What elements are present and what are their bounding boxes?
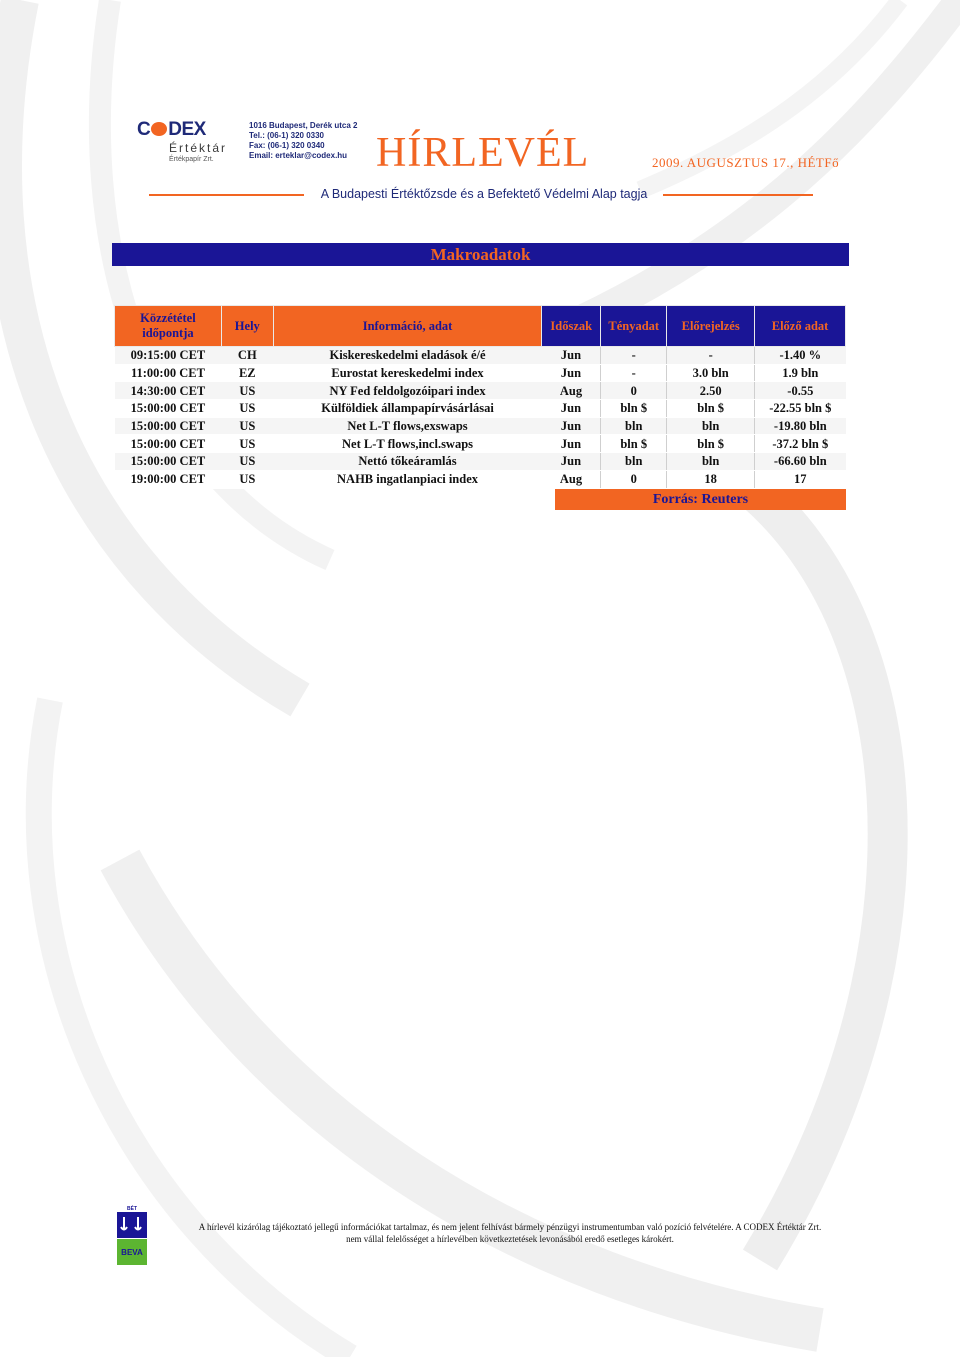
header-period: Időszak (542, 306, 601, 347)
logo-top-text: BÉT (127, 1206, 137, 1212)
cell-actual: 0 (601, 470, 667, 488)
cell-information: Net L-T flows,exswaps (273, 417, 542, 435)
address-line: 1016 Budapest, Derék utca 2 (249, 121, 358, 130)
cell-period: Jun (542, 417, 601, 435)
disclaimer-line-1: A hírlevél kizárólag tájékoztató jellegű információkat tartalmaz, és nem jelent felhívást bármely pénzügyi instrumentumban való pozíció felvételére. A CODEX Értéktár Zrt. (198, 1222, 822, 1232)
phone-line: Tel.: (06-1) 320 0330 (249, 131, 325, 140)
cell-actual: bln (601, 453, 667, 471)
codex-wordmark: C DEX (137, 119, 206, 140)
cell-information: Eurostat kereskedelmi index (273, 364, 542, 382)
disclaimer (170, 1221, 850, 1245)
cell-information: Kiskereskedelmi eladások é/é (273, 347, 542, 365)
header-previous: Előző adat (755, 306, 846, 347)
cell-time: 15:00:00 CET (115, 435, 222, 453)
cell-previous: -66.60 bln (755, 453, 846, 471)
header-actual: Tényadat (601, 306, 667, 347)
cell-information: Net L-T flows,incl.swaps (273, 435, 542, 453)
cell-forecast: bln (667, 453, 755, 471)
cell-actual: - (601, 347, 667, 365)
table-header-row (115, 306, 846, 347)
cell-location: US (221, 470, 273, 488)
cell-information: Nettó tőkeáramlás (273, 453, 542, 471)
issue-date: 2009. AUGUSZTUS 17., HÉTFő (652, 155, 840, 170)
logo-subtitle-small: Értékpapír Zrt. (169, 156, 214, 163)
cell-actual: bln $ (601, 400, 667, 418)
cell-forecast: bln (667, 417, 755, 435)
cell-period: Jun (542, 453, 601, 471)
header-location: Hely (221, 306, 273, 347)
fax-line: Fax: (06-1) 320 0340 (249, 141, 325, 150)
macro-data-table (114, 305, 846, 489)
section-title: Makroadatok (430, 245, 531, 264)
cell-location: US (221, 453, 273, 471)
cell-forecast: bln $ (667, 400, 755, 418)
cell-forecast: 2.50 (667, 382, 755, 400)
cell-previous: -37.2 bln $ (755, 435, 846, 453)
cell-previous: -1.40 % (755, 347, 846, 365)
source-label (555, 489, 846, 510)
logo-bottom-text: BEVA (121, 1248, 143, 1257)
bet-beva-logo (115, 1205, 149, 1267)
table-row (115, 470, 846, 488)
cell-time: 15:00:00 CET (115, 417, 222, 435)
cell-period: Jun (542, 364, 601, 382)
cell-previous: -22.55 bln $ (755, 400, 846, 418)
membership-tagline: A Budapesti Értéktőzsde és a Befektető Védelmi Alap tagja (320, 187, 648, 201)
header-rule-left (149, 194, 304, 196)
cell-actual: bln (601, 417, 667, 435)
table-row (115, 382, 846, 400)
cell-location: US (221, 382, 273, 400)
cell-time: 15:00:00 CET (115, 400, 222, 418)
cell-forecast: bln $ (667, 435, 755, 453)
cell-previous: 1.9 bln (755, 364, 846, 382)
cell-information: NY Fed feldolgozóipari index (273, 382, 542, 400)
cell-actual: bln $ (601, 435, 667, 453)
cell-time: 14:30:00 CET (115, 382, 222, 400)
disclaimer-line-2: nem vállal felelősséget a hírlevélben következtetések levonásából eredő esetleges károkért. (346, 1234, 674, 1244)
cell-location: US (221, 435, 273, 453)
cell-information: NAHB ingatlanpiaci index (273, 470, 542, 488)
header-information: Információ, adat (273, 306, 542, 347)
cell-period: Jun (542, 435, 601, 453)
cell-period: Jun (542, 347, 601, 365)
cell-previous: 17 (755, 470, 846, 488)
cell-period: Aug (542, 382, 601, 400)
codex-logo (137, 119, 372, 167)
header-forecast: Előrejelzés (667, 306, 755, 347)
table-row (115, 417, 846, 435)
cell-location: CH (221, 347, 273, 365)
table-row (115, 435, 846, 453)
logo-subtitle: Értéktár (169, 141, 228, 155)
cell-period: Aug (542, 470, 601, 488)
header-publication-time: Közzététel időpontja (115, 306, 222, 347)
cell-forecast: 18 (667, 470, 755, 488)
cell-location: US (221, 417, 273, 435)
cell-time: 11:00:00 CET (115, 364, 222, 382)
cell-time: 19:00:00 CET (115, 470, 222, 488)
section-title-bar (112, 243, 849, 266)
cell-previous: -19.80 bln (755, 417, 846, 435)
table-row (115, 453, 846, 471)
cell-time: 09:15:00 CET (115, 347, 222, 365)
cell-forecast: - (667, 347, 755, 365)
company-address (249, 121, 358, 161)
cell-period: Jun (542, 400, 601, 418)
logo-circle-icon (151, 122, 167, 136)
newsletter-masthead: HÍRLEVÉL (376, 130, 590, 176)
cell-location: EZ (221, 364, 273, 382)
header-rule-right (663, 194, 813, 196)
cell-forecast: 3.0 bln (667, 364, 755, 382)
cell-location: US (221, 400, 273, 418)
email-line: Email: erteklar@codex.hu (249, 151, 348, 160)
source-text: Forrás: Reuters (652, 492, 749, 507)
cell-previous: -0.55 (755, 382, 846, 400)
cell-information: Külföldiek állampapírvásárlásai (273, 400, 542, 418)
cell-actual: - (601, 364, 667, 382)
table-row (115, 400, 846, 418)
cell-time: 15:00:00 CET (115, 453, 222, 471)
cell-actual: 0 (601, 382, 667, 400)
table-row (115, 347, 846, 365)
table-row (115, 364, 846, 382)
